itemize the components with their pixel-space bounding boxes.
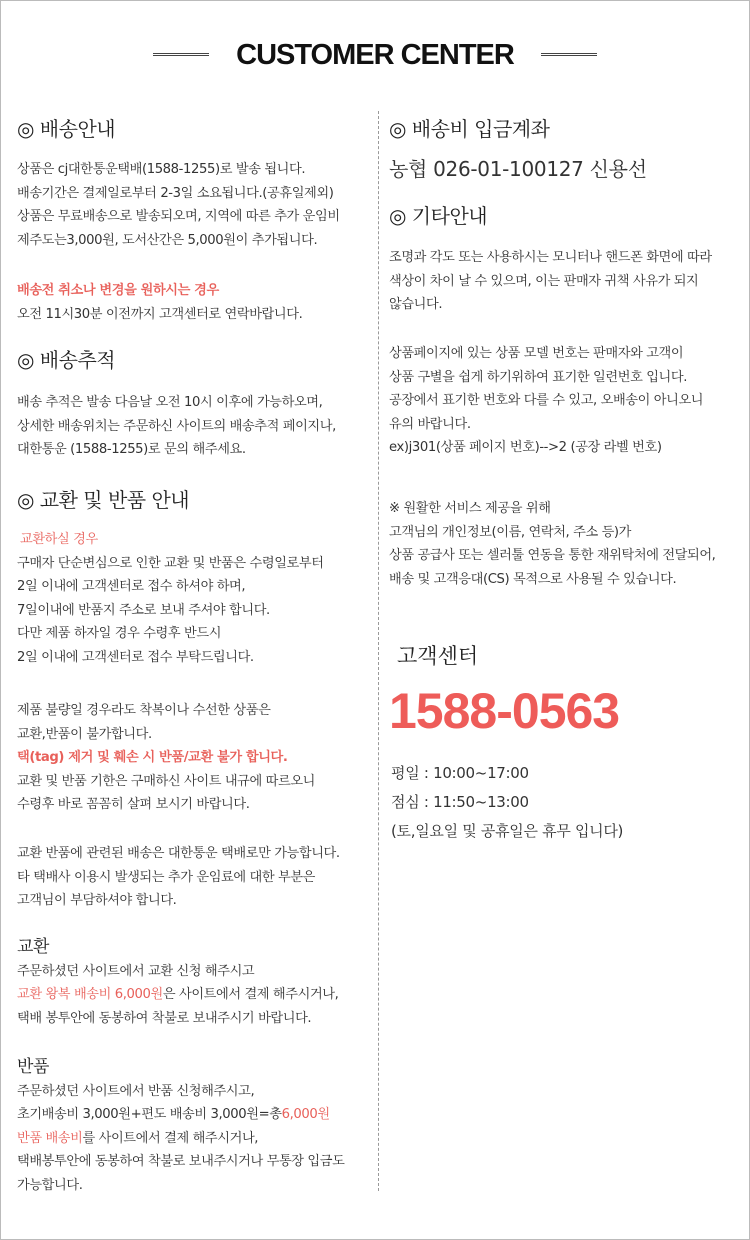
case-line: 2일 이내에 고객센터로 접수 부탁드립니다.	[17, 649, 254, 665]
weekday-hours: 평일 : 10:00~17:00	[391, 764, 529, 782]
return-fee-highlight: 6,000원	[281, 1107, 330, 1122]
defect-line: 제품 불량일 경우라도 착복이나 수선한 상품은	[17, 703, 271, 718]
other-heading: ◎ 기타안내	[389, 204, 488, 228]
exchange-line: 주문하셨던 사이트에서 교환 신청 해주시고	[17, 963, 255, 979]
model-line: 공장에서 표기한 번호와 다를 수 있고, 오배송이 아니오니	[389, 393, 704, 408]
shipping-line: 상품은 cj대한통운택배(1588-1255)로 발송 됩니다.	[17, 162, 306, 177]
exchange-title: 교환	[17, 937, 50, 957]
privacy-line: 배송 및 고객응대(CS) 목적으로 사용될 수 있습니다.	[389, 571, 677, 587]
exchange-case-info	[17, 528, 324, 669]
color-line: 조명과 각도 또는 사용하시는 모니터나 핸드폰 화면에 따라	[389, 250, 712, 265]
courier-info	[17, 842, 340, 913]
exchange-fee-rest: 은 사이트에서 결제 해주시거나,	[162, 987, 339, 1002]
tag-warning: 택(tag) 제거 및 훼손 시 반품/교환 불가 합니다.	[17, 750, 288, 765]
cancel-highlight: 배송전 취소나 변경을 원하시는 경우	[17, 283, 219, 298]
case-line: 다만 제품 하자일 경우 수령후 반드시	[17, 626, 222, 641]
tracking-info	[17, 391, 336, 462]
return-title: 반품	[17, 1057, 50, 1077]
exchange-fee-highlight: 교환 왕복 배송비 6,000원	[17, 987, 163, 1002]
model-line: ex)j301(상품 페이지 번호)-->2 (공장 라벨 번호)	[389, 440, 662, 455]
case-line: 구매자 단순변심으로 인한 교환 및 반품은 수령일로부터	[17, 555, 324, 571]
return-line: 주문하셨던 사이트에서 반품 신청해주시고,	[17, 1083, 255, 1099]
cancel-line: 오전 11시30분 이전까지 고객센터로 연락바랍니다.	[17, 306, 303, 322]
model-line: 상품페이지에 있는 상품 모델 번호는 판매자와 고객이	[389, 346, 684, 361]
exchange-line: 택배 봉투안에 동봉하여 착불로 보내주시기 바랍니다.	[17, 1010, 312, 1026]
shipping-line: 상품은 무료배송으로 발송되오며, 지역에 따른 추가 운임비	[17, 209, 340, 224]
column-divider	[378, 111, 379, 1191]
privacy-line: 고객님의 개인정보(이름, 연락처, 주소 등)가	[389, 524, 632, 540]
return-line: 택배봉투안에 동봉하여 착불로 보내주시거나 무통장 입금도	[17, 1154, 345, 1169]
privacy-line: 상품 공급사 또는 셀러툴 연동을 통한 재위탁처에 전달되어,	[389, 548, 716, 563]
defect-info	[17, 699, 315, 817]
case-line: 7일이내에 반품지 주소로 보내 주셔야 합니다.	[17, 602, 270, 618]
page-title: CUSTOMER CENTER	[236, 39, 514, 71]
deadline-line: 교환 및 반품 기한은 구매하신 사이트 내규에 따르오니	[17, 773, 316, 789]
tracking-heading: ◎ 배송추적	[17, 348, 116, 372]
exchange-fee-line	[17, 983, 338, 1007]
title-line-right	[541, 53, 597, 56]
shipping-info	[17, 158, 340, 252]
color-line: 않습니다.	[389, 297, 443, 312]
tracking-line: 상세한 배송위치는 주문하신 사이트의 배송추적 페이지나,	[17, 418, 336, 434]
return-fee-line	[17, 1103, 344, 1127]
customer-center-label: 고객센터	[397, 644, 479, 668]
lunch-hours: 점심 : 11:50~13:00	[391, 793, 529, 811]
defect-line: 교환,반품이 불가합니다.	[17, 726, 152, 742]
courier-line: 타 택배사 이용시 발생되는 추가 운임료에 대한 부분은	[17, 869, 316, 885]
shipping-line: 제주도는3,000원, 도서산간은 5,000원이 추가됩니다.	[17, 232, 318, 248]
case-line: 2일 이내에 고객센터로 접수 하셔야 하며,	[17, 579, 246, 594]
tracking-line: 대한통운 (1588-1255)로 문의 해주세요.	[17, 442, 246, 457]
model-line: 유의 바랍니다.	[389, 416, 471, 432]
color-line: 색상이 차이 날 수 있으며, 이는 판매자 귀책 사유가 되지	[389, 273, 699, 289]
privacy-line: ※ 원활한 서비스 제공을 위해	[389, 501, 551, 516]
courier-line: 고객님이 부담하셔야 합니다.	[17, 893, 177, 908]
customer-center-phone: 1588-0563	[389, 683, 620, 739]
cancel-info	[17, 279, 302, 326]
shipping-heading: ◎ 배송안내	[17, 117, 116, 141]
exchange-case-label: 교환하실 경우	[20, 532, 98, 547]
privacy-notice	[389, 497, 715, 591]
return-block	[17, 1056, 344, 1197]
return-line: 가능합니다.	[17, 1177, 83, 1193]
return-fee-label: 반품 배송비	[17, 1130, 83, 1146]
shipping-line: 배송기간은 결제일로부터 2-3일 소요됩니다.(공휴일제외)	[17, 185, 334, 201]
holiday-notice: (토,일요일 및 공휴일은 휴무 입니다)	[391, 822, 624, 840]
return-pay-line	[17, 1127, 344, 1151]
model-notice	[389, 342, 703, 460]
tracking-line: 배송 추적은 발송 다음날 오전 10시 이후에 가능하오며,	[17, 395, 323, 410]
deposit-heading: ◎ 배송비 입금계좌	[389, 117, 550, 141]
deposit-account: 농협 026-01-100127 신용선	[389, 157, 647, 181]
exchange-return-heading: ◎ 교환 및 반품 안내	[17, 488, 190, 512]
return-fee-plain: 초기배송비 3,000원+편도 배송비 3,000원=총	[17, 1107, 282, 1122]
color-notice	[389, 246, 712, 317]
exchange-block	[17, 936, 338, 1030]
deadline-line: 수령후 바로 꼼꼼히 살펴 보시기 바랍니다.	[17, 797, 250, 812]
return-pay-rest: 를 사이트에서 결제 해주시거나,	[82, 1130, 259, 1146]
business-hours	[391, 759, 623, 846]
model-line: 상품 구별을 쉽게 하기위하여 표기한 일련번호 입니다.	[389, 369, 688, 385]
courier-line: 교환 반품에 관련된 배송은 대한통운 택배로만 가능합니다.	[17, 846, 340, 861]
title-bar	[1, 35, 749, 75]
